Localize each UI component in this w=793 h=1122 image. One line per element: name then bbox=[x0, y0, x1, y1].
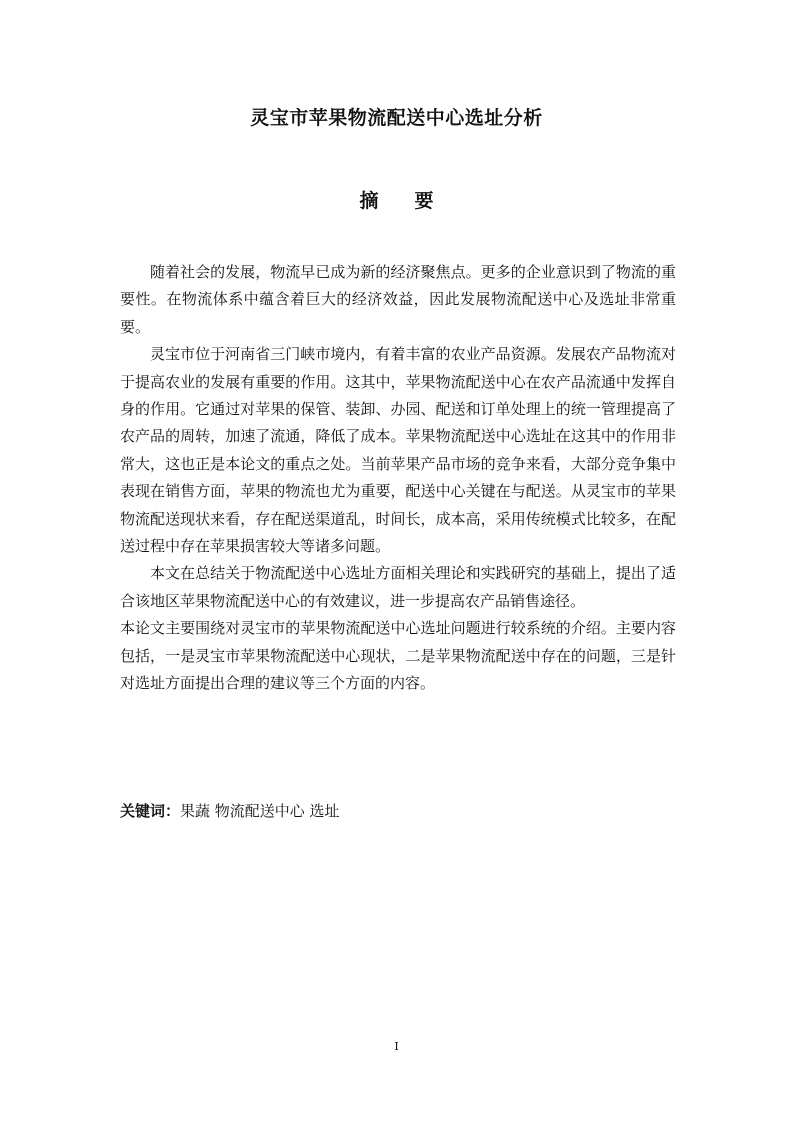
abstract-paragraph-2: 灵宝市位于河南省三门峡市境内，有着丰富的农业产品资源。发展农产品物流对于提高农业的发展有重要的作用。这其中，苹果物流配送中心在农产品流通中发挥自身的作用。它通过对苹果的保管、装卸、办园、配送和订单处理上的统一管理提高了农产品的周转，加速了流通，降低了成本。苹果物流配送中心选址在这其中的作用非常大，这也正是本论文的重点之处。当前苹果产品市场的竞争来看，大部分竞争集中表现在销售方面，苹果的物流也尤为重要，配送中心关键在与配送。从灵宝市的苹果物流配送现状来看，存在配送渠道乱，时间长，成本高，采用传统模式比较多，在配送过程中存在苹果损害较大等诸多问题。 bbox=[120, 345, 676, 556]
abstract-body bbox=[120, 259, 676, 698]
document-title: 灵宝市苹果物流配送中心选址分析 bbox=[250, 107, 543, 129]
keywords-label: 关键词： bbox=[120, 802, 181, 820]
keywords-value: 果蔬 物流配送中心 选址 bbox=[180, 802, 340, 820]
page-number: I bbox=[394, 1040, 399, 1053]
abstract-heading: 摘要 bbox=[359, 190, 470, 212]
abstract-paragraph-4: 本论文主要围绕对灵宝市的苹果物流配送中心选址问题进行较系统的介绍。主要内容包括，一是灵宝市苹果物流配送中心现状，二是苹果物流配送中存在的问题，三是针对选址方面提出合理的建议等三个方面的内容。 bbox=[120, 619, 676, 693]
abstract-paragraph-3: 本文在总结关于物流配送中心选址方面相关理论和实践研究的基础上，提出了适合该地区苹果物流配送中心的有效建议，进一步提高农产品销售途径。 bbox=[120, 564, 676, 610]
keywords-line bbox=[120, 798, 340, 825]
abstract-paragraph-1: 随着社会的发展，物流早已成为新的经济聚焦点。更多的企业意识到了物流的重要性。在物流体系中蕴含着巨大的经济效益，因此发展物流配送中心及选址非常重要。 bbox=[120, 263, 676, 336]
